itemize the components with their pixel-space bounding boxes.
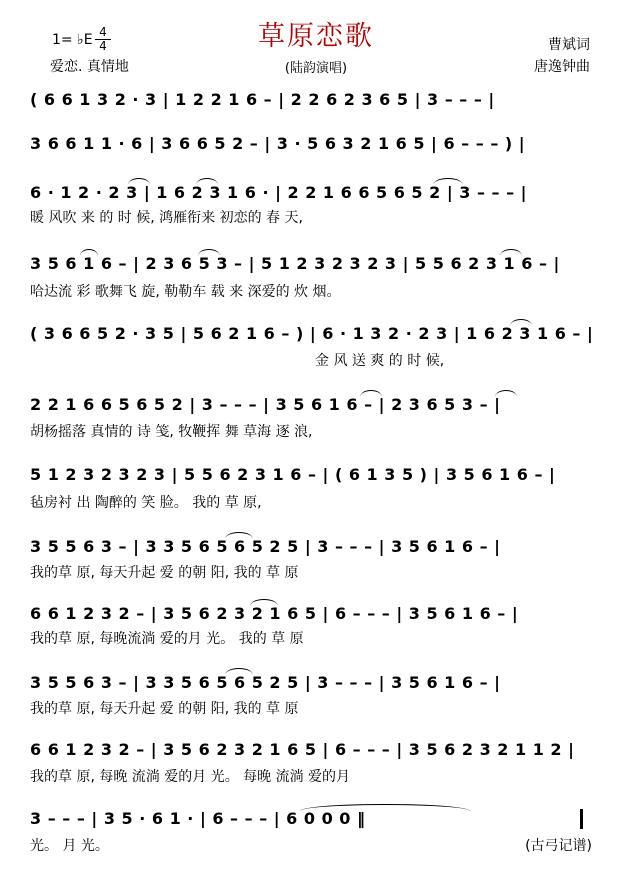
slur-mark [510,319,532,326]
composer-credit: 唐逸钟曲 [534,59,590,75]
lyrics-line-3: 暖 风吹 来 的 时 候, 鸿雁衔来 初恋的 春 天, [30,210,303,226]
slur-mark [80,249,98,256]
notation-line-10: 3 5 5 6 3 – | 3 3 5 6 5 6 5 2 5 | 3 – – – | 3 5 6 1 6 – | [30,673,501,692]
notation-line-5: ( 3 6 6 5 2 · 3 5 | 5 6 2 1 6 – ) | 6 · 1 3 2 · 2 3 | 1 6 2 3 1 6 – | [30,324,594,343]
meter-top: 4 [99,25,107,39]
singer-credit: (陆韵演唱) [284,61,348,76]
notation-line-2: 3 6 6 1 1 · 6 | 3 6 6 5 2 – | 3 · 5 6 3 2 1 6 5 | 6 – – – ) | [30,134,526,153]
lyrics-line-11: 我的草 原, 每晚 流淌 爱的月 光。 每晚 流淌 爱的月 [30,769,351,785]
notation-line-9: 6 6 1 2 3 2 – | 3 5 6 2 3 2 1 6 5 | 6 – – – | 3 5 6 1 6 – | [30,604,519,623]
expression-mark: 爱恋. 真情地 [50,59,129,75]
notation-line-3: 6 · 1 2 · 2 3 | 1 6 2 3 1 6 · | 2 2 1 6 6 5 6 5 2 | 3 – – – | [30,183,528,202]
notation-line-8: 3 5 5 6 3 – | 3 3 5 6 5 6 5 2 5 | 3 – – – | 3 5 6 1 6 – | [30,537,501,556]
slur-mark [250,599,278,606]
slur-mark [500,249,522,256]
lyrics-line-10: 我的草 原, 每天升起 爱 的朝 阳, 我的 草 原 [30,701,299,717]
notation-line-1: ( 6 6 1 3 2 · 3 | 1 2 2 1 6 – | 2 2 6 2 3 6 5 | 3 – – – | [30,90,495,109]
notation-line-12: 3 – – – | 3 5 · 6 1 · | 6 – – – | 6 0 0 0 ‖ [30,809,366,828]
notation-line-6: 2 2 1 6 6 5 6 5 2 | 3 – – – | 3 5 6 1 6 – | 2 3 6 5 3 – | [30,395,501,414]
slur-mark [198,249,220,256]
slur-mark [433,178,463,185]
slur-mark [225,532,253,539]
final-barline [580,809,583,829]
lyrics-line-4: 哈达流 彩 歌舞飞 旋, 勒勒车 载 来 深爱的 炊 烟。 [30,284,341,300]
slur-mark [495,390,517,397]
transcription-credit: (古弓记谱) [525,838,592,854]
slur-mark [196,178,218,185]
lyricist-credit: 曹斌词 [548,37,590,53]
time-signature [95,26,111,53]
lyrics-line-5: 金 风 送 爽 的 时 候, [315,353,445,369]
tie-mark [300,804,470,811]
key-signature: 1= ♭E [52,32,93,48]
lyrics-line-6: 胡杨摇落 真情的 诗 笺, 牧鞭挥 舞 草海 逐 浪, [30,424,313,440]
lyrics-line-9: 我的草 原, 每晚流淌 爱的月 光。 我的 草 原 [30,631,304,647]
notation-line-11: 6 6 1 2 3 2 – | 3 5 6 2 3 2 1 6 5 | 6 – – – | 3 5 6 2 3 2 1 1 2 | [30,740,575,759]
song-title: 草原恋歌 [258,21,374,52]
lyrics-line-7: 毡房衬 出 陶醉的 笑 脸。 我的 草 原, [30,495,262,511]
lyrics-line-12: 光。 月 光。 [30,838,109,854]
meter-bottom: 4 [99,39,107,53]
lyrics-line-8: 我的草 原, 每天升起 爱 的朝 阳, 我的 草 原 [30,565,299,581]
notation-line-4: 3 5 6 1 6 – | 2 3 6 5 3 – | 5 1 2 3 2 3 2 3 | 5 5 6 2 3 1 6 – | [30,254,560,273]
slur-mark [225,668,253,675]
slur-mark [128,178,150,185]
notation-line-7: 5 1 2 3 2 3 2 3 | 5 5 6 2 3 1 6 – | ( 6 1 3 5 ) | 3 5 6 1 6 – | [30,465,556,484]
slur-mark [360,390,382,397]
